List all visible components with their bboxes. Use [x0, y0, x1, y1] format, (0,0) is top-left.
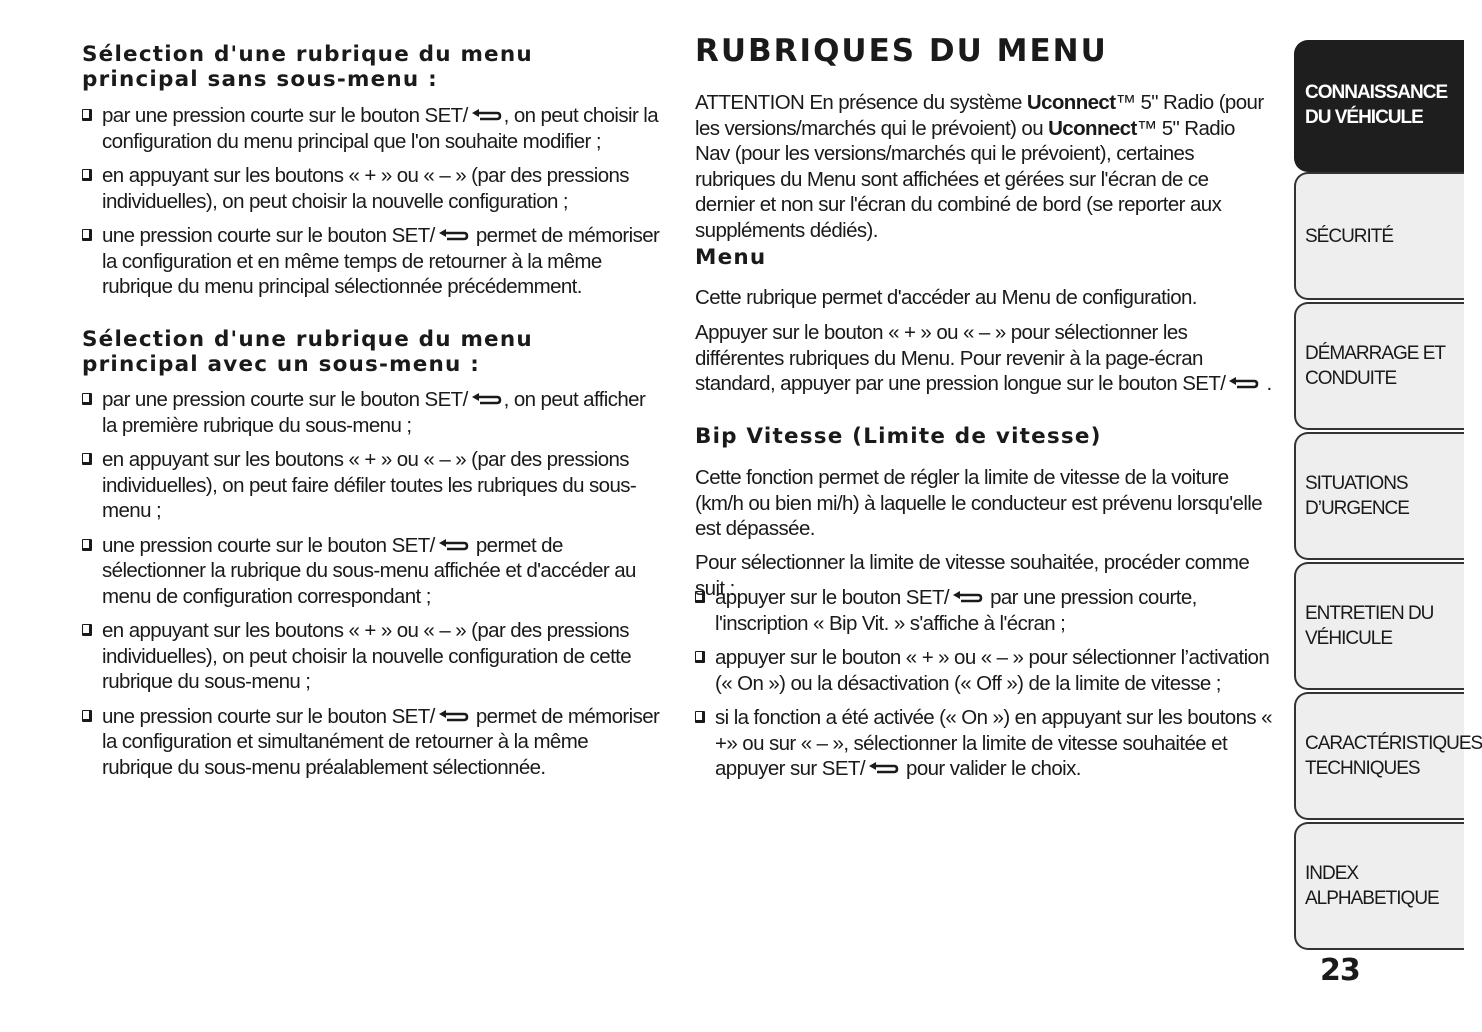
tab-label: SITUATIONS D’URGENCE [1305, 473, 1409, 519]
item-text: une pression courte sur le bouton SET/ [102, 224, 435, 247]
item-text-cont: , on peut afficher la première rubrique du sous-menu ; [102, 388, 646, 437]
list-item [82, 103, 662, 154]
item-text-cont: par une pression courte, l'inscription « Bip Vit. » s'affiche à l'écran ; [715, 586, 1197, 635]
item-text: en appuyant sur les boutons « + » ou « – » (par des pressions individuelles), on peut choisir la nouvelle configuration ; [102, 164, 629, 213]
menu-paragraph-2 [695, 320, 1273, 397]
item-text-cont: permet de sélectionner la rubrique du sous-menu affichée et d'accéder au menu de configuration correspondant ; [102, 533, 636, 608]
tab-label: INDEX ALPHABETIQUE [1305, 863, 1439, 909]
item-text: par une pression courte sur le bouton SET/ [102, 104, 468, 127]
item-text-cont: pour valider le choix. [906, 757, 1081, 780]
bip-list [695, 585, 1280, 782]
section2-title-line1: Sélection d'une rubrique du menu [82, 327, 533, 352]
tab-label: ENTRETIEN DU VÉHICULE [1305, 603, 1434, 649]
list-item [695, 585, 1280, 636]
return-arrow-icon [867, 762, 899, 776]
list-item [82, 163, 662, 214]
item-text-cont: permet de mémoriser la configuration et en même temps de retourner à la même rubrique du menu principal sélectionnée précédemment. [102, 224, 660, 298]
checkbox-icon [82, 229, 92, 241]
return-arrow-icon [437, 710, 469, 724]
item-text: en appuyant sur les boutons « + » ou « – » (par des pressions individuelles), on peut choisir la nouvelle configuration de cette rubrique du sous-menu ; [102, 619, 632, 693]
tab-situations-durgence[interactable] [1294, 432, 1464, 560]
section2-title-line2: principal avec un sous-menu : [82, 352, 481, 377]
tab-label: SÉCURITÉ [1305, 225, 1394, 247]
checkbox-icon [695, 711, 705, 723]
item-text: une pression courte sur le bouton SET/ [102, 704, 435, 728]
item-text-cont: , on peut choisir la configuration du menu principal que l'on souhaite modifier ; [102, 104, 659, 153]
section1-title-line1: Sélection d'une rubrique du menu [82, 42, 533, 67]
return-arrow-icon [951, 591, 983, 605]
return-arrow-icon [470, 109, 502, 123]
tab-index-alphabetique[interactable] [1294, 822, 1464, 950]
section1-list [82, 103, 662, 300]
item-text: appuyer sur le bouton « + » ou « – » pour sélectionner l’activation (« On ») ou la désactivation (« Off ») de la limite de vitesse ; [715, 646, 1270, 695]
checkbox-icon [82, 393, 92, 405]
tab-label: CONNAISSANCE DU VÉHICULE [1305, 82, 1448, 128]
bip-title: Bip Vitesse (Limite de vitesse) [695, 424, 1102, 449]
tab-label: CARACTÉRISTIQUES TECHNIQUES [1305, 733, 1482, 779]
section2-list [82, 387, 662, 780]
item-text: appuyer sur le bouton SET/ [715, 586, 949, 609]
checkbox-icon [82, 624, 92, 636]
checkbox-icon [82, 169, 92, 181]
tab-connaissance-du-vehicule[interactable] [1294, 40, 1464, 172]
checkbox-icon [82, 539, 92, 551]
item-text: si la fonction a été activée (« On ») en appuyant sur les boutons « +» ou sur « – », sélectionner la limite de vitesse souhaitée et appuyer sur SET/ [715, 706, 1272, 780]
list-item [82, 387, 662, 438]
menu-text: Appuyer sur le bouton « + » ou « – » pour sélectionner les différentes rubriques du Menu. Pour revenir à la page-écran standard, appuyer par une pression longue sur le bouton SET/ [695, 321, 1226, 395]
attention-text: ™ 5" Radio Nav (pour les versions/marchés qui le prévoient), certaines rubriques du Menu sont affichées et gérées sur l'écran de ce dernier et non sur l'écran du combiné de bord (se reporter aux suppléments dédiés). [695, 116, 1235, 242]
checkbox-icon [82, 453, 92, 465]
return-arrow-icon [1227, 377, 1259, 391]
brand-name: Uconnect [1026, 91, 1116, 114]
list-item [82, 533, 662, 610]
attention-paragraph [695, 90, 1273, 243]
list-item [695, 645, 1280, 696]
page-title: RUBRIQUES DU MENU [695, 33, 1108, 69]
return-arrow-icon [437, 229, 469, 243]
attention-text: ATTENTION En présence du système [695, 91, 1027, 114]
page-number: 23 [1320, 953, 1360, 988]
checkbox-icon [82, 109, 92, 121]
tab-caracteristiques-techniques[interactable] [1294, 692, 1482, 820]
item-text-cont: permet de mémoriser la configuration et simultanément de retourner à la même rubrique du sous-menu préalablement sélectionnée. [102, 704, 660, 779]
menu-paragraph-1: Cette rubrique permet d'accéder au Menu de configuration. [695, 286, 1197, 309]
brand-name: Uconnect [1048, 116, 1137, 140]
checkbox-icon [82, 710, 92, 722]
section1-title [82, 42, 682, 92]
tab-securite[interactable] [1294, 172, 1464, 300]
list-item [82, 223, 662, 300]
item-text: en appuyant sur les boutons « + » ou « – » (par des pressions individuelles), on peut faire défiler toutes les rubriques du sous-menu ; [102, 448, 637, 522]
checkbox-icon [695, 651, 705, 663]
return-arrow-icon [470, 393, 502, 407]
bip-paragraph-2: Pour sélectionner la limite de vitesse souhaitée, procéder comme suit : [695, 551, 1250, 600]
item-text: une pression courte sur le bouton SET/ [102, 533, 435, 557]
list-item [82, 618, 662, 695]
attention-text: ™ 5" Radio (pour les versions/marchés qui le prévoient) ou [695, 91, 1264, 140]
list-item [695, 705, 1280, 782]
list-item [82, 704, 662, 781]
tab-label: DÉMARRAGE ET CONDUITE [1305, 343, 1446, 389]
tab-entretien-du-vehicule[interactable] [1294, 562, 1464, 690]
section1-title-line2: principal sans sous-menu : [82, 67, 438, 92]
return-arrow-icon [437, 539, 469, 553]
checkbox-icon [695, 591, 705, 603]
item-text: par une pression courte sur le bouton SET/ [102, 388, 468, 411]
bip-paragraph-1: Cette fonction permet de régler la limite de vitesse de la voiture (km/h ou bien mi/h) à laquelle le conducteur est prévenu lorsqu'elle est dépassée. [695, 466, 1263, 540]
tab-demarrage-et-conduite[interactable] [1294, 302, 1464, 430]
menu-title: Menu [695, 245, 767, 270]
list-item [82, 447, 662, 524]
menu-text-end: . [1266, 372, 1272, 395]
section2-title [82, 327, 682, 377]
